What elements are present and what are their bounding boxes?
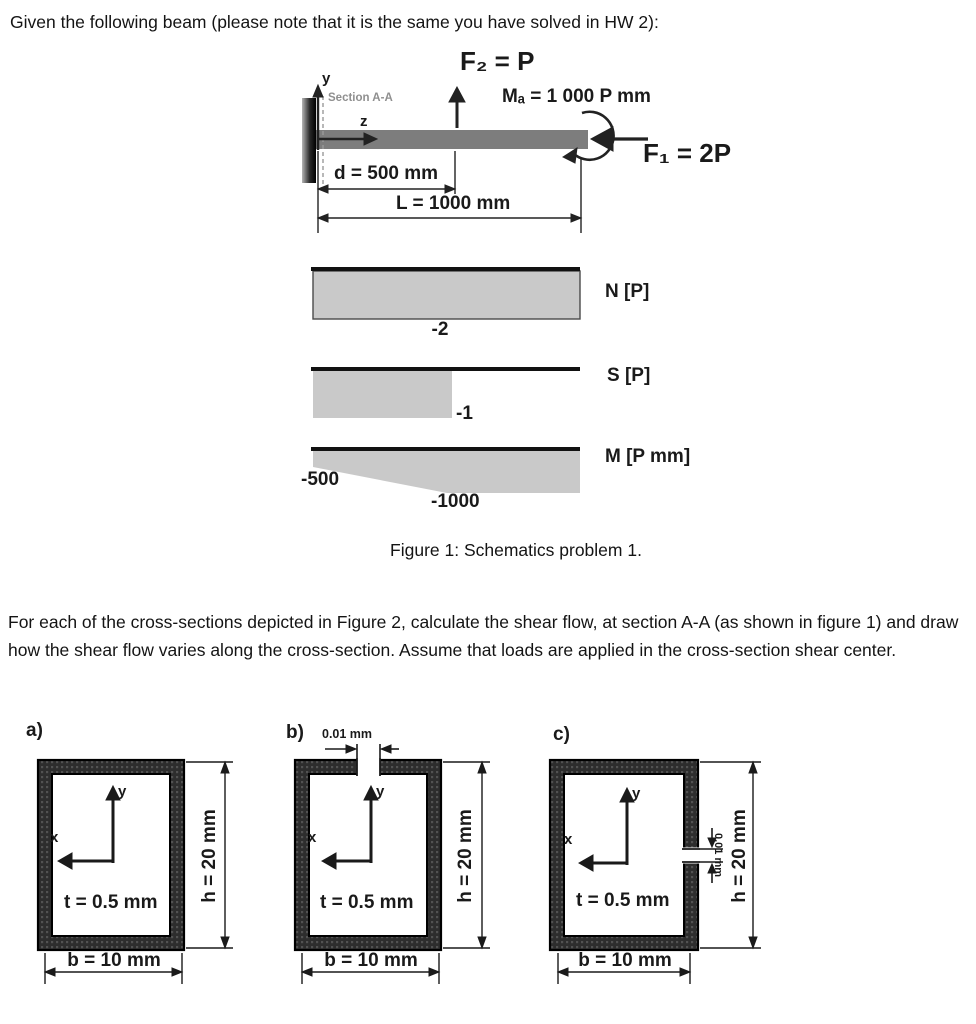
section-a-y-label: y bbox=[118, 783, 127, 800]
section-a-thickness-label: t = 0.5 mm bbox=[64, 892, 158, 913]
section-a-width-label: b = 10 mm bbox=[67, 950, 161, 971]
task-text: For each of the cross-sections depicted in Figure 2, calculate the shear flow, at section A-A (as shown in figure 1) and draw how the shear flow varies along the cross-section. Assume that loads are applied in the cross-section shear center. bbox=[8, 612, 959, 660]
section-b-y-label: y bbox=[376, 783, 385, 800]
section-b-thickness-label: t = 0.5 mm bbox=[320, 892, 414, 913]
dim-L-label: L = 1000 mm bbox=[396, 193, 511, 214]
force-f1-label: F₁ = 2P bbox=[643, 138, 732, 168]
normal-force-diagram bbox=[311, 269, 580, 319]
dim-d-label: d = 500 mm bbox=[334, 163, 439, 184]
section-a-x-label: x bbox=[50, 829, 59, 846]
section-b-gap-label: 0.01 mm bbox=[322, 727, 373, 741]
moment-arrowhead bbox=[563, 148, 577, 163]
section-aa-label: Section A-A bbox=[328, 92, 393, 104]
force-f2-label: F₂ = P bbox=[460, 46, 535, 76]
section-c-y-label: y bbox=[632, 785, 641, 802]
b-slit bbox=[357, 757, 381, 778]
section-c-x-label: x bbox=[564, 831, 573, 848]
section-c-width-label: b = 10 mm bbox=[578, 950, 672, 971]
section-b-width-label: b = 10 mm bbox=[324, 950, 418, 971]
section-c-label: c) bbox=[553, 724, 570, 745]
s-diagram-value: -1 bbox=[456, 403, 473, 424]
section-b-height-label: h = 20 mm bbox=[455, 809, 476, 903]
section-c-height-label: h = 20 mm bbox=[729, 809, 750, 903]
bending-moment-diagram bbox=[311, 449, 580, 493]
beam-y-axis-label: y bbox=[322, 70, 331, 87]
section-a-height-label: h = 20 mm bbox=[199, 809, 220, 903]
intro-text: Given the following beam (please note that it is the same you have solved in HW 2): bbox=[10, 12, 659, 32]
dim-L bbox=[318, 214, 581, 222]
section-a-label: a) bbox=[26, 720, 43, 741]
beam-z-axis-label: z bbox=[360, 113, 368, 130]
s-diagram-label: S [P] bbox=[607, 365, 651, 386]
shear-force-diagram bbox=[311, 369, 580, 418]
section-b-x-label: x bbox=[308, 829, 317, 846]
fixed-support bbox=[302, 98, 316, 183]
m-diagram-left-value: -500 bbox=[301, 469, 340, 490]
moment-ma-label: Mₐ = 1 000 P mm bbox=[502, 86, 651, 107]
figure-caption: Figure 1: Schematics problem 1. bbox=[390, 540, 642, 560]
dim-d bbox=[318, 185, 455, 193]
m-diagram-mid-value: -1000 bbox=[431, 491, 480, 512]
n-diagram-label: N [P] bbox=[605, 281, 650, 302]
section-c-gap-label: 0.01 mm bbox=[712, 832, 724, 878]
section-b-label: b) bbox=[286, 722, 304, 743]
m-diagram-label: M [P mm] bbox=[605, 446, 691, 467]
n-diagram-value: -2 bbox=[431, 319, 449, 340]
section-c-thickness-label: t = 0.5 mm bbox=[576, 890, 670, 911]
